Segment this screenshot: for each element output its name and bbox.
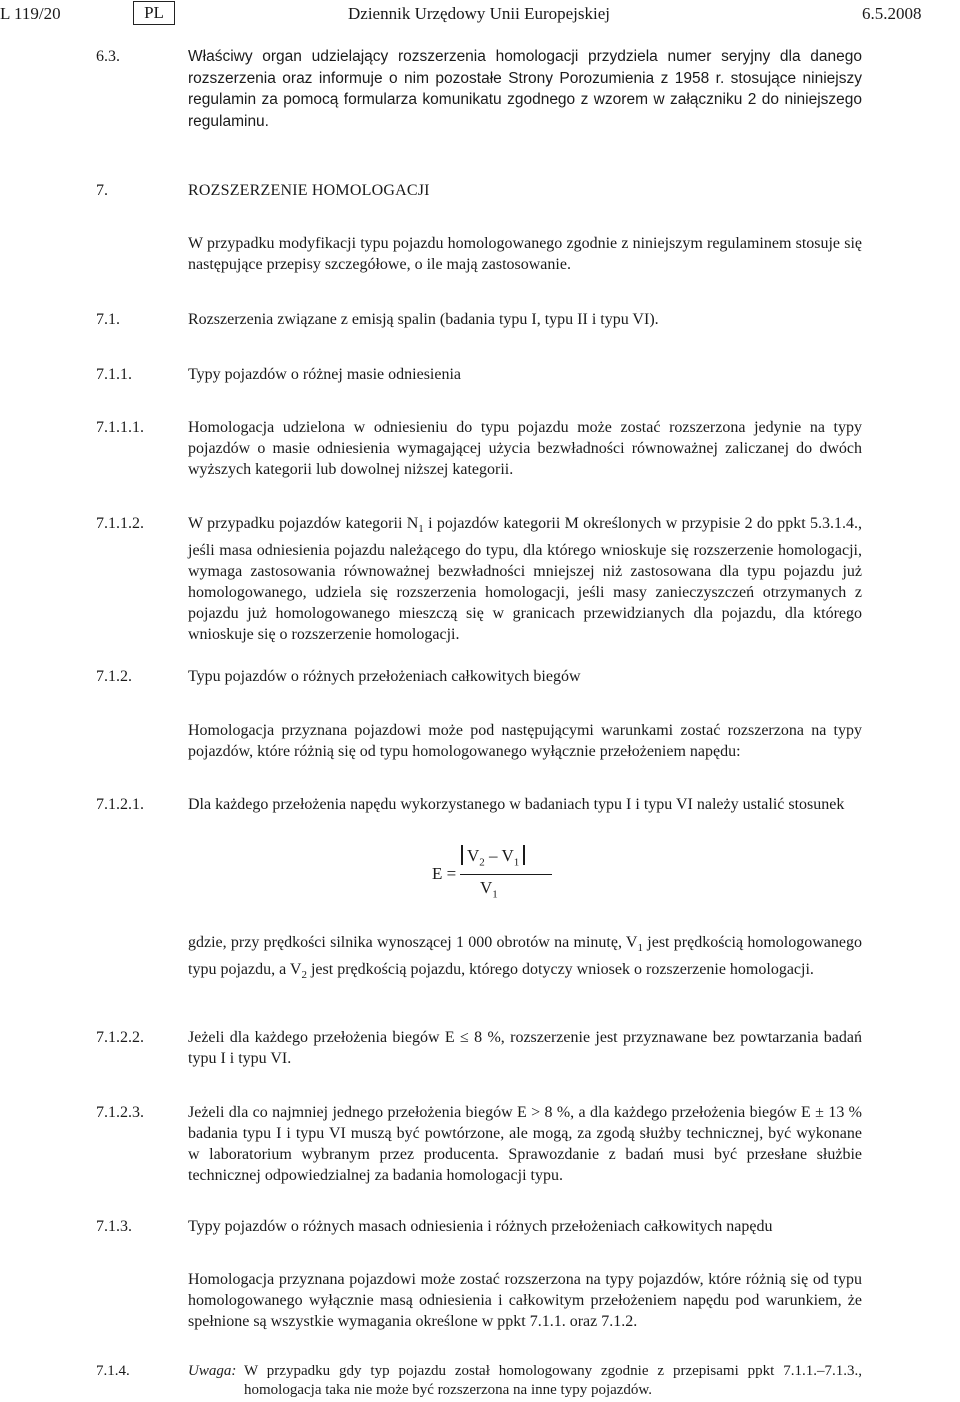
section-number: 7.1.1.1. bbox=[96, 419, 144, 436]
page-header bbox=[0, 0, 960, 30]
page-reference: L 119/20 bbox=[0, 4, 61, 23]
text-part: W przypadku pojazdów kategorii N bbox=[188, 515, 419, 532]
section-number: 7.1.2.1. bbox=[96, 796, 144, 813]
section-number: 7.1.1. bbox=[96, 366, 132, 383]
ratio-formula bbox=[428, 845, 538, 905]
section-text: Homologacja udzielona w odniesieniu do typu pojazdu może zostać rozszerzona jedynie na typy pojazdów o masie odniesienia wymagającej użycia bezwładności równoważnej zaliczanej do dwóch wyższych kategorii lub dowolnej niższej kategorii. bbox=[188, 419, 862, 478]
publication-date: 6.5.2008 bbox=[862, 4, 922, 23]
section-number: 7.1.2. bbox=[96, 668, 132, 685]
section-number: 7.1.2.3. bbox=[96, 1104, 144, 1121]
section-number: 7.1.3. bbox=[96, 1218, 132, 1235]
section-number: 7.1. bbox=[96, 311, 120, 328]
section-text: Właściwy organ udzielający rozszerzenia homologacji przydziela numer seryjny dla danego rozszerzenia oraz informuje o nim pozostałe Strony Porozumienia z 1958 r. stosujące niniejszy regulamin za pomocą formularza komunikatu zgodnego z wzorem w załączniku 2 do niniejszego regulaminu. bbox=[188, 48, 862, 130]
section-text bbox=[188, 513, 862, 645]
formula-denominator: $V_1$ bbox=[480, 878, 498, 901]
section-text: Homologacja przyznana pojazdowi może zostać rozszerzona na typy pojazdów, które różnią się od typu homologowanego wyłącznie masą odniesienia i całkowitym przełożeniem napędu pod warunkiem, że spełnione są wszystkie wymagania określone w ppkt 7.1.1. oraz 7.1.2. bbox=[188, 1271, 862, 1330]
section-text: Typy pojazdów o różnych masach odniesienia i różnych przełożeniach całkowitych napędu bbox=[188, 1218, 773, 1235]
section-number: 6.3. bbox=[96, 48, 120, 65]
section-text: Typu pojazdów o różnych przełożeniach całkowitych biegów bbox=[188, 668, 581, 685]
section-text: Typy pojazdów o różnej masie odniesienia bbox=[188, 366, 462, 383]
section-text: gdzie, przy prędkości silnika wynoszącej 1 000 obrotów na minutę, $V_1$ jest prędkością homologowanego typu pojazdu, a $V_2$ jest prędkością pojazdu, którego dotyczy wniosek o rozszerzenie homologacji. bbox=[188, 934, 863, 982]
note-label: Uwaga: bbox=[188, 1363, 237, 1379]
section-text: W przypadku modyfikacji typu pojazdu homologowanego zgodnie z niniejszym regulaminem stosuje się następujące przepisy szczegółowe, o ile mają zastosowanie. bbox=[188, 235, 862, 273]
subscript: 1 bbox=[418, 523, 424, 536]
text-part: i pojazdów kategorii M określonych w przypisie 2 do ppkt 5.3.1.4., jeśli masa odniesienia pojazdu należącego do typu, dla którego wnioskuje się rozszerzenie homologacji, wymaga zastosowania równoważnej bezwładności mniejszej niż zastosowana dla typu pojazdu już homologowanego, udziela się rozszerzenia homologacji, jeśli masy zanieczyszczeń otrzymanych z pojazdu już homologowanego mieszczą się w granicach przewidzianych dla pojazdu, dla którego wnioskuje się o rozszerzenie homologacji. bbox=[188, 515, 863, 644]
section-text: Rozszerzenia związane z emisją spalin (badania typu I, typu II i typu VI). bbox=[188, 311, 659, 328]
formula-lhs: E = bbox=[432, 864, 457, 883]
journal-title: Dziennik Urzędowy Unii Europejskiej bbox=[348, 4, 611, 23]
section-number: 7. bbox=[96, 182, 108, 199]
section-text: Jeżeli dla co najmniej jednego przełożenia biegów E > 8 %, a dla każdego przełożenia biegów E ± 13 % badania typu I i typu VI muszą być powtórzone, ale mogą, za zgodą służby technicznej, być wykonane w laboratorium wybranym przez producenta. Sprawozdanie z badań musi być przesłane służbie technicznej odpowiedzialnej za badania homologacji typu. bbox=[188, 1104, 862, 1184]
formula-numerator: $V_2 - V_1$ bbox=[461, 845, 553, 868]
section-text: Homologacja przyznana pojazdowi może pod następującymi warunkami zostać rozszerzona na typy pojazdów, które różnią się od typu homologowanego wyłącznie przełożeniem napędu: bbox=[188, 722, 862, 760]
fraction-bar bbox=[460, 874, 552, 875]
section-text: Dla każdego przełożenia napędu wykorzystanego w badaniach typu I i typu VI należy ustalić stosunek bbox=[188, 796, 845, 813]
section-number: 7.1.2.2. bbox=[96, 1029, 144, 1046]
note-text: W przypadku gdy typ pojazdu został homologowany zgodnie z przepisami ppkt 7.1.1.–7.1.3., homologacja taka nie może być rozszerzona na inne typy pojazdów. bbox=[244, 1363, 862, 1398]
language-badge: PL bbox=[133, 1, 175, 25]
section-text: Jeżeli dla każdego przełożenia biegów E ≤ 8 %, rozszerzenie jest przyznawane bez powtarzania badań typu I i typu VI. bbox=[188, 1029, 862, 1067]
section-title: ROZSZERZENIE HOMOLOGACJI bbox=[188, 182, 430, 199]
section-number: 7.1.1.2. bbox=[96, 515, 144, 532]
section-number: 7.1.4. bbox=[96, 1363, 130, 1379]
